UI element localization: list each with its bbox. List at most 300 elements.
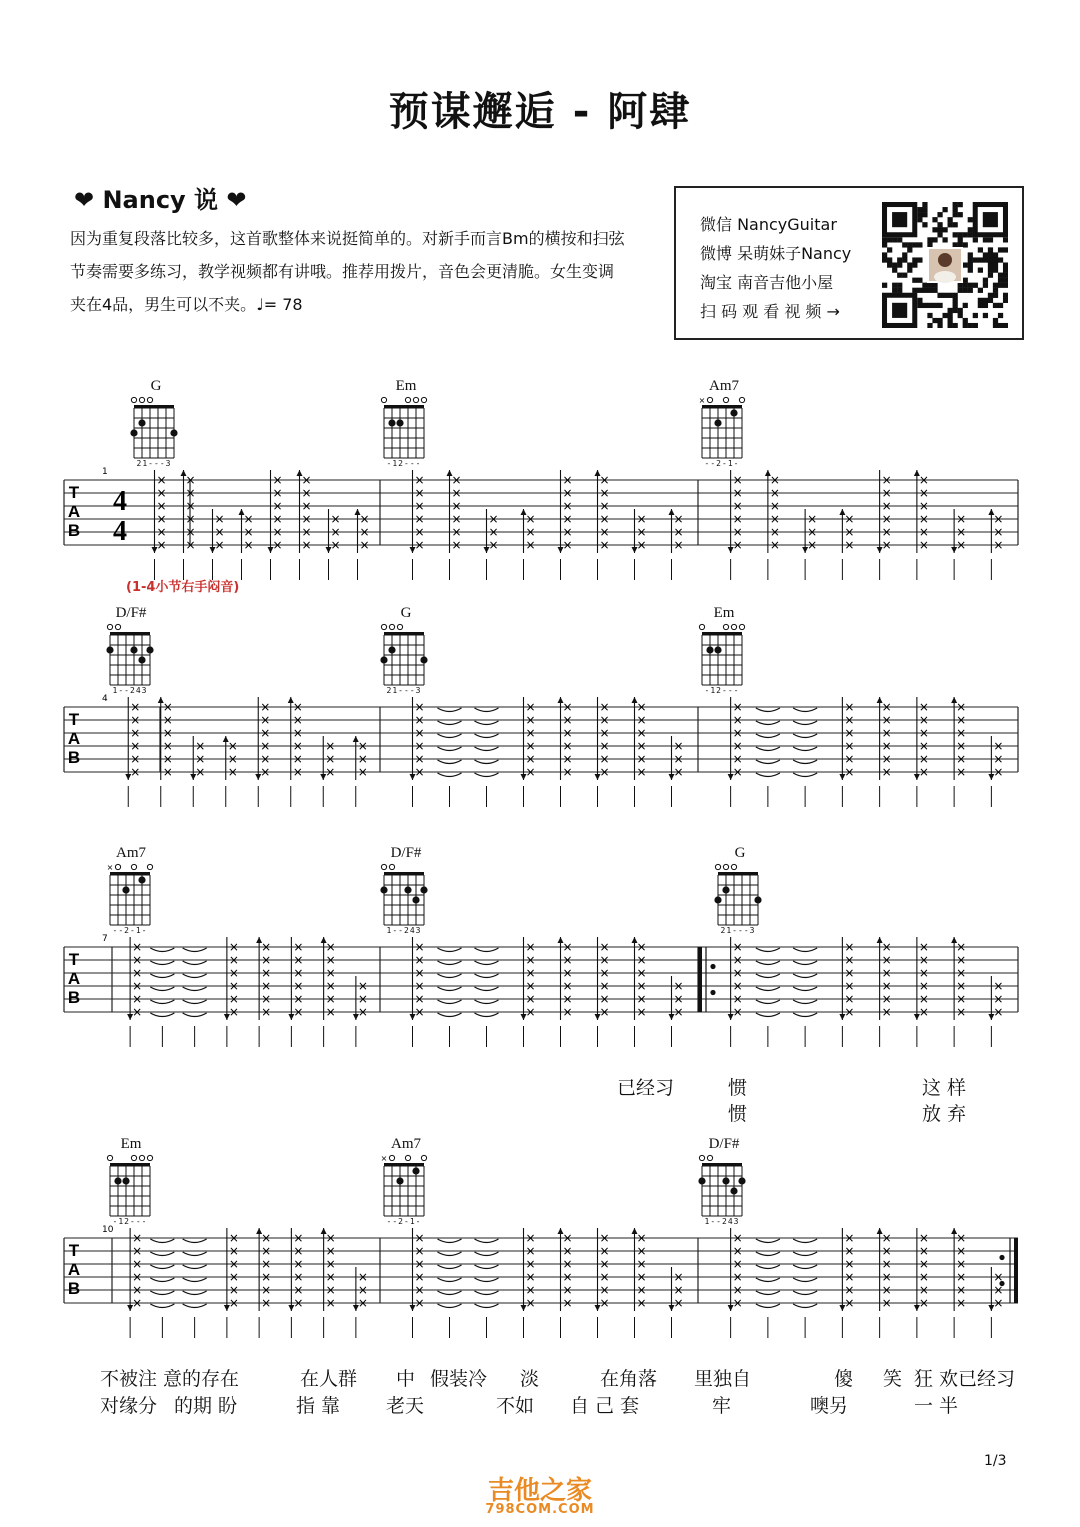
x-note: × <box>261 992 272 1006</box>
x-note: × <box>918 953 929 967</box>
x-note: × <box>451 473 462 487</box>
slide-mark <box>438 1239 462 1243</box>
qr-module <box>973 237 978 242</box>
x-note: × <box>293 966 304 980</box>
slide-mark <box>438 974 462 978</box>
qr-module <box>922 283 927 288</box>
slide-mark <box>183 987 207 991</box>
lyric: 淡 <box>520 1368 540 1390</box>
x-note: × <box>636 726 647 740</box>
lyric: 一 半 <box>914 1395 959 1417</box>
x-note: × <box>844 1270 855 1284</box>
x-note: × <box>732 499 743 513</box>
x-note: × <box>162 739 173 753</box>
qr-module <box>988 273 993 278</box>
x-note: × <box>562 1296 573 1310</box>
slide-mark <box>438 961 462 965</box>
x-note: × <box>272 486 283 500</box>
chord-diagram <box>714 864 761 925</box>
qr-module <box>887 237 892 242</box>
qr-module <box>953 303 958 308</box>
x-note: × <box>243 538 254 552</box>
qr-module <box>948 323 953 328</box>
strum-stroke <box>802 509 817 553</box>
strum-stroke <box>326 509 341 553</box>
slide-mark <box>150 1304 174 1308</box>
x-note: × <box>673 538 684 552</box>
slide-mark <box>475 1013 499 1017</box>
qr-module <box>917 288 922 293</box>
qr-module <box>937 227 942 232</box>
chord-name: D/F# <box>390 845 422 861</box>
qr-module <box>983 303 988 308</box>
qr-module <box>958 308 963 313</box>
qr-code-icon[interactable] <box>882 202 1008 328</box>
tab-clef-letter: T <box>68 950 80 969</box>
open-string-icon <box>389 1155 394 1160</box>
qr-module <box>897 262 902 267</box>
x-note: × <box>844 966 855 980</box>
nancy-says-heading: ❤ Nancy 说 ❤ <box>74 186 247 214</box>
x-note: × <box>636 1231 647 1245</box>
qr-module <box>887 262 892 267</box>
x-note: × <box>599 726 610 740</box>
page-number: 1/3 <box>984 1453 1007 1469</box>
slide-mark <box>438 760 462 764</box>
muted-string-icon: × <box>106 863 114 872</box>
open-string-icon <box>739 397 744 402</box>
chord-name: D/F# <box>708 1136 740 1152</box>
chord-name: Em <box>120 1136 142 1152</box>
qr-module <box>953 293 958 298</box>
qr-module <box>993 323 998 328</box>
x-note: × <box>807 525 818 539</box>
strum-stroke <box>256 1228 271 1311</box>
x-note: × <box>228 979 239 993</box>
lyric: 不被注 意的存在 <box>100 1368 240 1390</box>
strum-stroke <box>558 1228 573 1311</box>
repeat-dot <box>999 1255 1004 1260</box>
x-note: × <box>732 992 743 1006</box>
slide-mark <box>438 708 462 712</box>
qr-module <box>968 252 973 257</box>
slide-mark <box>150 1252 174 1256</box>
x-note: × <box>956 953 967 967</box>
x-note: × <box>562 1005 573 1019</box>
x-note: × <box>956 525 967 539</box>
x-note: × <box>156 525 167 539</box>
qr-finder <box>983 212 998 227</box>
x-note: × <box>881 953 892 967</box>
qr-module <box>968 257 973 262</box>
strum-stroke <box>355 509 370 553</box>
x-note: × <box>956 966 967 980</box>
x-note: × <box>293 992 304 1006</box>
rhythm-beam <box>413 559 672 580</box>
x-note: × <box>562 713 573 727</box>
tempo-marking <box>256 295 302 314</box>
strum-stroke <box>669 736 684 780</box>
strum-stroke <box>484 509 499 553</box>
x-note: × <box>132 966 143 980</box>
x-note: × <box>993 1296 1004 1310</box>
x-note: × <box>769 512 780 526</box>
x-note: × <box>272 473 283 487</box>
x-note: × <box>636 953 647 967</box>
x-note: × <box>673 1283 684 1297</box>
lyric: 笑 <box>883 1368 903 1390</box>
slide-mark <box>438 1265 462 1269</box>
x-note: × <box>918 538 929 552</box>
slide-mark <box>183 1000 207 1004</box>
qr-module <box>993 268 998 273</box>
x-note: × <box>260 765 271 779</box>
x-note: × <box>185 486 196 500</box>
x-note: × <box>525 1244 536 1258</box>
x-note: × <box>130 700 141 714</box>
x-note: × <box>451 486 462 500</box>
strum-stroke <box>595 1228 610 1311</box>
qr-module <box>953 222 958 227</box>
qr-module <box>937 323 942 328</box>
x-note: × <box>162 700 173 714</box>
qr-module <box>917 212 922 217</box>
x-note: × <box>636 713 647 727</box>
x-note: × <box>562 739 573 753</box>
strum-stroke <box>558 470 573 553</box>
x-note: × <box>293 1296 304 1310</box>
x-note: × <box>599 512 610 526</box>
qr-module <box>978 268 983 273</box>
slide-mark <box>793 1239 817 1243</box>
x-note: × <box>525 512 536 526</box>
x-note: × <box>162 726 173 740</box>
x-note: × <box>525 953 536 967</box>
chord-dot <box>138 876 145 883</box>
strum-stroke <box>239 509 254 553</box>
x-note: × <box>956 992 967 1006</box>
x-note: × <box>769 538 780 552</box>
chord-name: Em <box>713 605 735 621</box>
qr-module <box>927 242 932 247</box>
strum-stroke <box>475 1239 499 1308</box>
slide-mark <box>150 1278 174 1282</box>
x-note: × <box>636 940 647 954</box>
x-note: × <box>732 1244 743 1258</box>
strum-stroke <box>632 1228 647 1311</box>
x-note: × <box>260 726 271 740</box>
x-note: × <box>807 512 818 526</box>
x-note: × <box>330 538 341 552</box>
qr-module <box>998 273 1003 278</box>
x-note: × <box>325 953 336 967</box>
chord-diagram <box>380 864 427 925</box>
strum-stroke <box>410 697 425 780</box>
qr-module <box>998 257 1003 262</box>
x-note: × <box>132 979 143 993</box>
x-note: × <box>228 1270 239 1284</box>
x-note: × <box>769 473 780 487</box>
slide-mark <box>150 987 174 991</box>
x-note: × <box>918 979 929 993</box>
strum-stroke <box>224 937 239 1020</box>
x-note: × <box>881 739 892 753</box>
open-string-icon <box>107 1155 112 1160</box>
slide-mark <box>475 1265 499 1269</box>
intro-text <box>70 222 670 321</box>
open-string-icon <box>739 624 744 629</box>
open-string-icon <box>147 397 152 402</box>
x-note: × <box>844 940 855 954</box>
lyric: 已经习 <box>617 1077 675 1099</box>
x-note: × <box>599 1231 610 1245</box>
strum-stroke <box>765 470 780 553</box>
chord-dot <box>130 429 137 436</box>
x-note: × <box>732 512 743 526</box>
slide-mark <box>475 721 499 725</box>
x-note: × <box>292 726 303 740</box>
x-note: × <box>185 538 196 552</box>
qr-module <box>978 303 983 308</box>
strum-stroke <box>183 1239 207 1308</box>
strum-stroke <box>988 509 1003 553</box>
tab-clef-letter: A <box>67 502 81 521</box>
x-note: × <box>599 739 610 753</box>
qr-module <box>882 257 887 262</box>
x-note: × <box>918 713 929 727</box>
strum-stroke <box>321 1228 336 1311</box>
x-note: × <box>325 1005 336 1019</box>
qr-module <box>978 257 983 262</box>
x-note: × <box>357 752 368 766</box>
strum-stroke <box>728 697 743 780</box>
slide-mark <box>756 773 780 777</box>
x-note: × <box>562 966 573 980</box>
x-note: × <box>301 473 312 487</box>
song-title: 预谋邂逅 - 阿肆 <box>388 89 692 135</box>
qr-module <box>902 257 907 262</box>
x-note: × <box>636 512 647 526</box>
tab-staff <box>64 947 1018 1012</box>
slide-mark <box>793 773 817 777</box>
qr-module <box>902 242 907 247</box>
x-note: × <box>228 1257 239 1271</box>
x-note: × <box>156 486 167 500</box>
strum-stroke <box>988 1267 1003 1311</box>
qr-module <box>993 257 998 262</box>
qr-module <box>958 212 963 217</box>
chord-dot <box>714 419 721 426</box>
x-note: × <box>844 538 855 552</box>
x-note: × <box>918 1231 929 1245</box>
qr-module <box>932 283 937 288</box>
x-note: × <box>918 1257 929 1271</box>
x-note: × <box>525 940 536 954</box>
weibo-text: 微博 呆萌妹子Nancy <box>700 244 852 263</box>
qr-module <box>912 288 917 293</box>
x-note: × <box>732 713 743 727</box>
x-note: × <box>636 525 647 539</box>
qr-module <box>907 268 912 273</box>
qr-module <box>937 212 942 217</box>
strum-stroke <box>669 976 684 1020</box>
qr-module <box>983 313 988 318</box>
x-note: × <box>918 499 929 513</box>
slide-mark <box>793 760 817 764</box>
x-note: × <box>132 1296 143 1310</box>
x-note: × <box>293 1257 304 1271</box>
mute-note: (1-4小节右手闷音) <box>126 580 240 595</box>
x-note: × <box>272 512 283 526</box>
x-note: × <box>195 752 206 766</box>
qr-module <box>1003 278 1008 283</box>
x-note: × <box>769 499 780 513</box>
x-note: × <box>732 525 743 539</box>
strum-stroke <box>321 937 336 1020</box>
tab-staff <box>64 707 1018 772</box>
qr-module <box>983 298 988 303</box>
slide-mark <box>756 1252 780 1256</box>
strum-stroke <box>475 948 499 1017</box>
x-note: × <box>451 499 462 513</box>
x-note: × <box>956 512 967 526</box>
x-note: × <box>881 1231 892 1245</box>
x-note: × <box>599 1270 610 1284</box>
qr-module <box>892 288 897 293</box>
rhythm-beam <box>731 786 992 807</box>
x-note: × <box>414 979 425 993</box>
qr-module <box>937 222 942 227</box>
x-note: × <box>525 765 536 779</box>
x-note: × <box>525 966 536 980</box>
x-note: × <box>525 992 536 1006</box>
x-note: × <box>993 979 1004 993</box>
x-note: × <box>732 1296 743 1310</box>
chord-dot <box>722 1177 729 1184</box>
x-note: × <box>732 473 743 487</box>
slide-mark <box>438 948 462 952</box>
slide-mark <box>438 1278 462 1282</box>
time-signature-top: 4 <box>113 486 127 517</box>
qr-module <box>968 262 973 267</box>
rhythm-beam <box>130 1317 356 1338</box>
tab-clef-letter: B <box>67 521 81 540</box>
x-note: × <box>673 1270 684 1284</box>
qr-module <box>968 227 973 232</box>
qr-module <box>892 237 897 242</box>
x-note: × <box>132 1270 143 1284</box>
x-note: × <box>993 739 1004 753</box>
x-note: × <box>414 1257 425 1271</box>
strum-stroke <box>255 697 270 780</box>
open-string-icon <box>699 624 704 629</box>
qr-module <box>937 318 942 323</box>
qr-module <box>998 247 1003 252</box>
slide-mark <box>756 974 780 978</box>
x-note: × <box>228 953 239 967</box>
chord-dot <box>146 646 153 653</box>
slide-mark <box>793 948 817 952</box>
x-note: × <box>414 765 425 779</box>
qr-module <box>958 202 963 207</box>
qr-module <box>907 262 912 267</box>
chord-fingering: --2-1- <box>386 1217 422 1226</box>
x-note: × <box>228 1005 239 1019</box>
tab-clef-letter: B <box>67 748 81 767</box>
qr-module <box>912 262 917 267</box>
x-note: × <box>562 1244 573 1258</box>
x-note: × <box>956 538 967 552</box>
x-note: × <box>769 486 780 500</box>
strum-stroke <box>268 470 283 553</box>
qr-module <box>907 247 912 252</box>
x-note: × <box>292 752 303 766</box>
x-note: × <box>214 512 225 526</box>
x-note: × <box>993 525 1004 539</box>
slide-mark <box>183 974 207 978</box>
x-note: × <box>272 525 283 539</box>
lyric: 牢 <box>712 1395 732 1417</box>
slide-mark <box>756 987 780 991</box>
x-note: × <box>359 538 370 552</box>
qr-module <box>963 318 968 323</box>
chord-diagram <box>699 396 745 458</box>
slide-mark <box>150 1239 174 1243</box>
open-string-icon <box>115 864 120 869</box>
x-note: × <box>243 525 254 539</box>
x-note: × <box>732 726 743 740</box>
x-note: × <box>293 1005 304 1019</box>
qr-module <box>983 283 988 288</box>
x-note: × <box>636 1270 647 1284</box>
qr-module <box>963 288 968 293</box>
x-note: × <box>599 1257 610 1271</box>
x-note: × <box>414 726 425 740</box>
open-string-icon <box>139 1155 144 1160</box>
lyric: 在人群 <box>300 1368 358 1390</box>
chord-name: Am7 <box>709 378 739 394</box>
x-note: × <box>562 1257 573 1271</box>
x-note: × <box>195 739 206 753</box>
qr-module <box>993 283 998 288</box>
slide-mark <box>475 948 499 952</box>
x-note: × <box>993 1005 1004 1019</box>
x-note: × <box>301 486 312 500</box>
chord-fingering: 1--243 <box>386 926 422 935</box>
repeat-dot <box>710 964 715 969</box>
x-note: × <box>881 765 892 779</box>
open-string-icon <box>381 397 386 402</box>
x-note: × <box>599 940 610 954</box>
x-note: × <box>599 700 610 714</box>
x-note: × <box>599 953 610 967</box>
x-note: × <box>673 525 684 539</box>
x-note: × <box>844 512 855 526</box>
strum-stroke <box>728 470 743 553</box>
x-note: × <box>130 726 141 740</box>
qr-module <box>983 252 988 257</box>
slide-mark <box>438 1252 462 1256</box>
slide-mark <box>438 1304 462 1308</box>
open-string-icon <box>707 397 712 402</box>
chord-fingering: --2-1- <box>704 459 740 468</box>
x-note: × <box>562 752 573 766</box>
slide-mark <box>438 773 462 777</box>
chord-dot <box>706 646 713 653</box>
slide-mark <box>756 1000 780 1004</box>
strum-stroke <box>951 1228 966 1311</box>
x-note: × <box>562 992 573 1006</box>
